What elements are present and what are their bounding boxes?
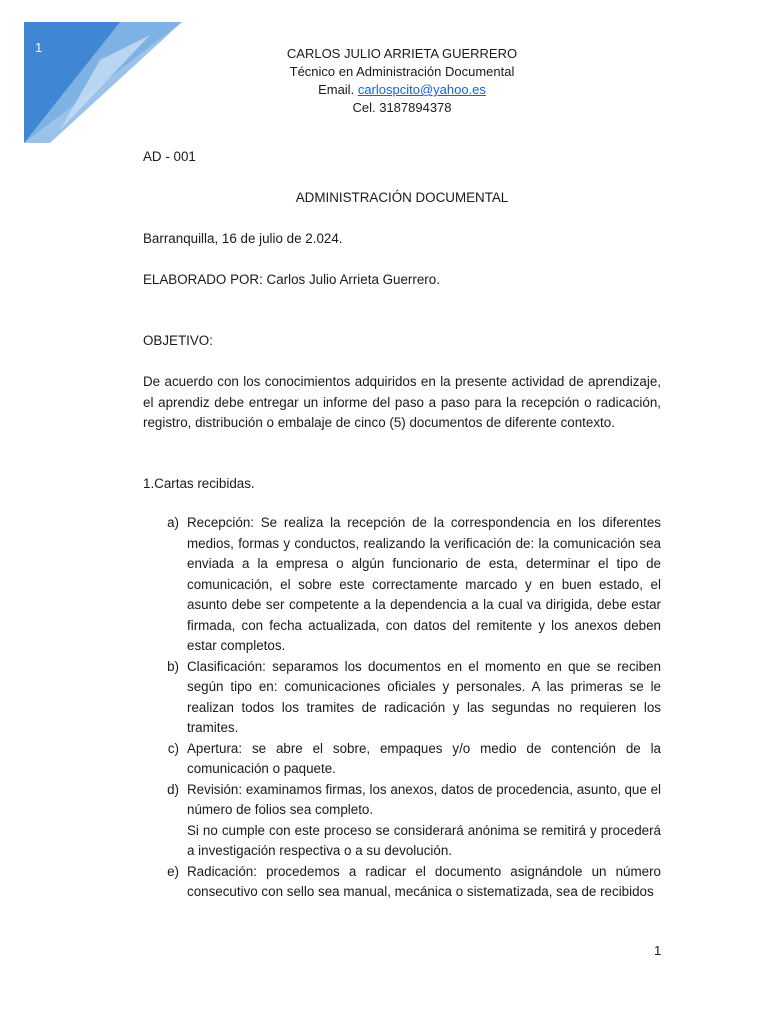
list-marker: a): [167, 515, 179, 530]
list-item: [143, 657, 661, 739]
email-link[interactable]: carlospcito@yahoo.es: [357, 82, 486, 97]
author-name: CARLOS JULIO ARRIETA GUERRERO: [286, 46, 518, 61]
list-item: [143, 739, 661, 780]
list-marker: c): [167, 740, 179, 756]
list-item-text: Revisión: examinamos firmas, los anexos, datos de procedencia, asunto, que el número de folios sea completo.: [187, 781, 661, 817]
list-item-text: Recepción: Se realiza la recepción de la correspondencia en los diferentes medios, formas y conductos, realizando la verificación de: la comunicación sea enviada a la empresa o algún funcionario de esta, determinar el tipo de comunicación, el sobre este correctamente marcado y en buen estado, el asunto debe ser competente a la dependencia a la cual va dirigida, debe estar firmada, con fecha actualizada, con datos del remitente y los anexos deben estar completos.: [187, 515, 661, 653]
objective-heading: OBJETIVO:: [143, 333, 213, 348]
list-marker: e): [167, 863, 179, 879]
corner-page-label: 1: [35, 40, 43, 55]
email-line: [0, 81, 768, 99]
place-date: Barranquilla, 16 de julio de 2.024.: [143, 231, 343, 246]
list-item-text: Clasificación: separamos los documentos en el momento en que se reciben según tipo en: comunicaciones oficiales y personales. A las primeras se le realizan todos los tramites de radicación y las segundas no requieren los tramites.: [187, 658, 661, 735]
list-item-text: Apertura: se abre el sobre, empaques y/o medio de contención de la comunicación o paquete.: [187, 740, 661, 776]
steps-list: [143, 513, 661, 903]
page-number: 1: [654, 943, 662, 958]
author-line: ELABORADO POR: Carlos Julio Arrieta Guerrero.: [143, 272, 440, 287]
document-title: ADMINISTRACIÓN DOCUMENTAL: [295, 190, 509, 205]
list-item-body: [187, 780, 661, 862]
document-code: AD - 001: [143, 149, 196, 164]
author-role: Técnico en Administración Documental: [289, 64, 515, 79]
list-item-extra: Si no cumple con este proceso se considerará anónima se remitirá y procederá a investigación respectiva o a su devolución.: [187, 822, 661, 858]
list-item: [143, 513, 661, 657]
list-item: [143, 862, 661, 903]
list-marker: d): [167, 781, 179, 797]
section-heading: 1.Cartas recibidas.: [143, 476, 255, 491]
objective-text: De acuerdo con los conocimientos adquiridos en la presente actividad de aprendizaje, el aprendiz debe entregar un informe del paso a paso para la recepción o radicación, registro, distribución o embalaje de cinco (5) documentos de diferente contexto.: [143, 374, 661, 430]
email-prefix: Email.: [318, 82, 355, 97]
list-item: [143, 780, 661, 862]
list-marker: b): [167, 658, 179, 674]
list-item-text: Radicación: procedemos a radicar el documento asignándole un número consecutivo con sello sea manual, mecánica o sistematizada, sea de recibidos: [187, 863, 661, 899]
letterhead: [0, 45, 768, 117]
phone-line: Cel. 3187894378: [352, 100, 452, 115]
